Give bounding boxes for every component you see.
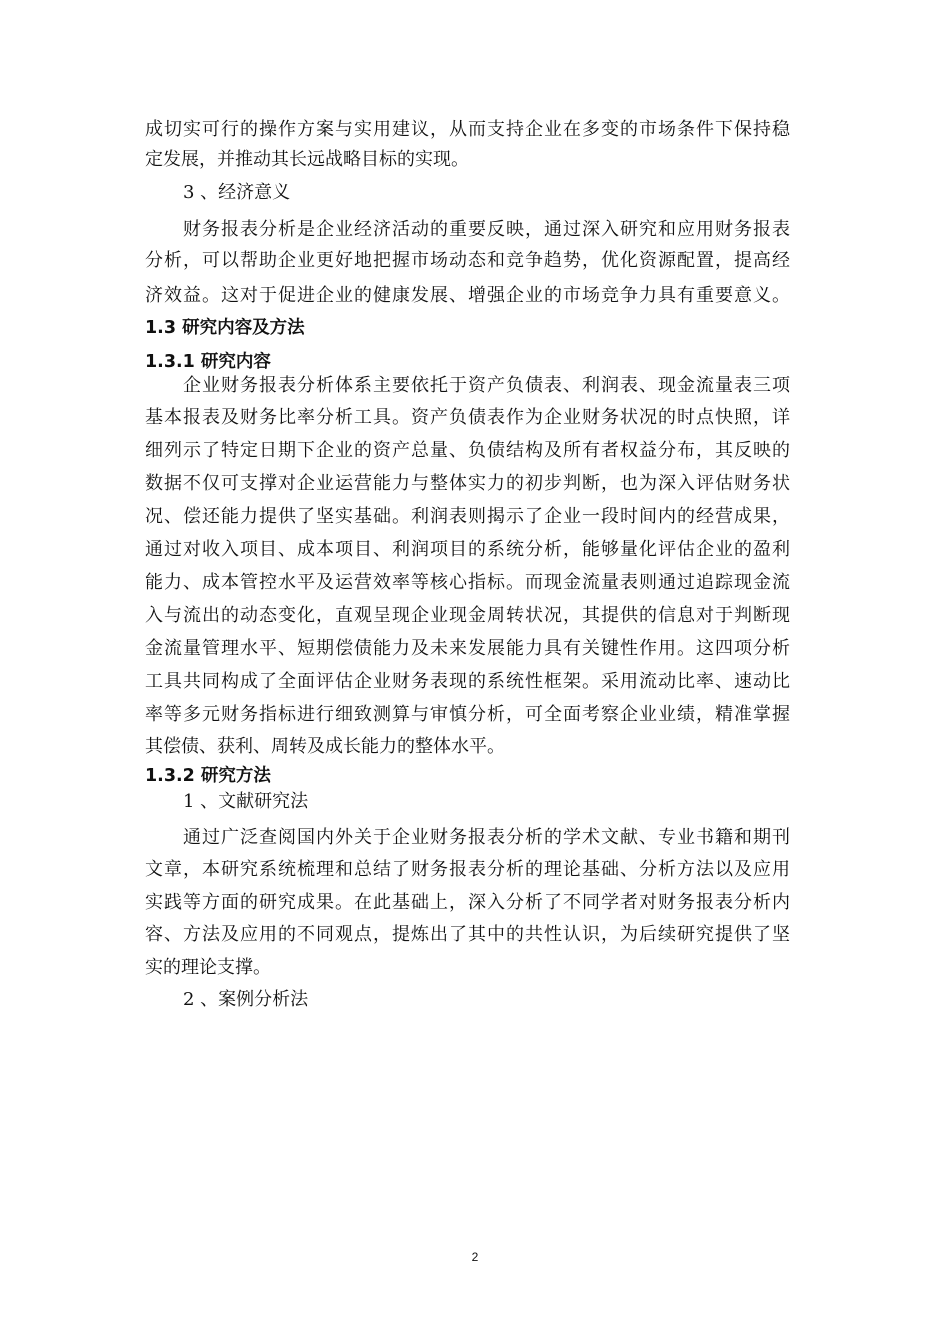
paragraph-line: 实的理论支撑。 <box>145 957 271 978</box>
paragraph-line: 细列示了特定日期下企业的资产总量、负债结构及所有者权益分布，其反映的 <box>145 440 790 461</box>
paragraph-line: 数据不仅可支撑对企业运营能力与整体实力的初步判断，也为深入评估财务状 <box>145 473 790 494</box>
paragraph-line: 企业财务报表分析体系主要依托于资产负债表、利润表、现金流量表三项 <box>183 375 790 396</box>
list-item-heading: 3 、经济意义 <box>183 182 291 203</box>
paragraph-line: 工具共同构成了全面评估企业财务表现的系统性框架。采用流动比率、速动比 <box>145 671 790 692</box>
paragraph-line: 成切实可行的操作方案与实用建议，从而支持企业在多变的市场条件下保持稳 <box>145 119 790 140</box>
paragraph-line: 其偿债、获利、周转及成长能力的整体水平。 <box>145 736 505 757</box>
section-heading: 1.3 研究内容及方法 <box>145 318 305 338</box>
paragraph-line: 通过广泛查阅国内外关于企业财务报表分析的学术文献、专业书籍和期刊 <box>183 827 790 848</box>
paragraph-line: 能力、成本管控水平及运营效率等核心指标。而现金流量表则通过追踪现金流 <box>145 572 790 593</box>
subsection-heading: 1.3.1 研究内容 <box>145 352 271 372</box>
list-item-heading: 2 、案例分析法 <box>183 989 309 1010</box>
paragraph-line: 济效益。这对于促进企业的健康发展、增强企业的市场竞争力具有重要意义。 <box>145 285 790 306</box>
paragraph-line: 定发展，并推动其长远战略目标的实现。 <box>145 149 469 170</box>
paragraph-line: 率等多元财务指标进行细致测算与审慎分析，可全面考察企业业绩，精准掌握 <box>145 704 790 725</box>
paragraph-line: 实践等方面的研究成果。在此基础上，深入分析了不同学者对财务报表分析内 <box>145 892 790 913</box>
paragraph-line: 金流量管理水平、短期偿债能力及未来发展能力具有关键性作用。这四项分析 <box>145 638 790 659</box>
paragraph-line: 通过对收入项目、成本项目、利润项目的系统分析，能够量化评估企业的盈利 <box>145 539 790 560</box>
paragraph-line: 入与流出的动态变化，直观呈现企业现金周转状况，其提供的信息对于判断现 <box>145 605 790 626</box>
paragraph-line: 基本报表及财务比率分析工具。资产负债表作为企业财务状况的时点快照，详 <box>145 407 790 428</box>
page-number: 2 <box>471 1250 479 1264</box>
paragraph-line: 况、偿还能力提供了坚实基础。利润表则揭示了企业一段时间内的经营成果， <box>145 506 790 527</box>
list-item-heading: 1 、文献研究法 <box>183 791 309 812</box>
subsection-heading: 1.3.2 研究方法 <box>145 766 271 786</box>
paragraph-line: 文章，本研究系统梳理和总结了财务报表分析的理论基础、分析方法以及应用 <box>145 859 790 880</box>
paragraph-line: 容、方法及应用的不同观点，提炼出了其中的共性认识，为后续研究提供了坚 <box>145 924 790 945</box>
paragraph-line: 财务报表分析是企业经济活动的重要反映，通过深入研究和应用财务报表 <box>183 219 790 240</box>
paragraph-line: 分析，可以帮助企业更好地把握市场动态和竞争趋势，优化资源配置，提高经 <box>145 250 790 271</box>
